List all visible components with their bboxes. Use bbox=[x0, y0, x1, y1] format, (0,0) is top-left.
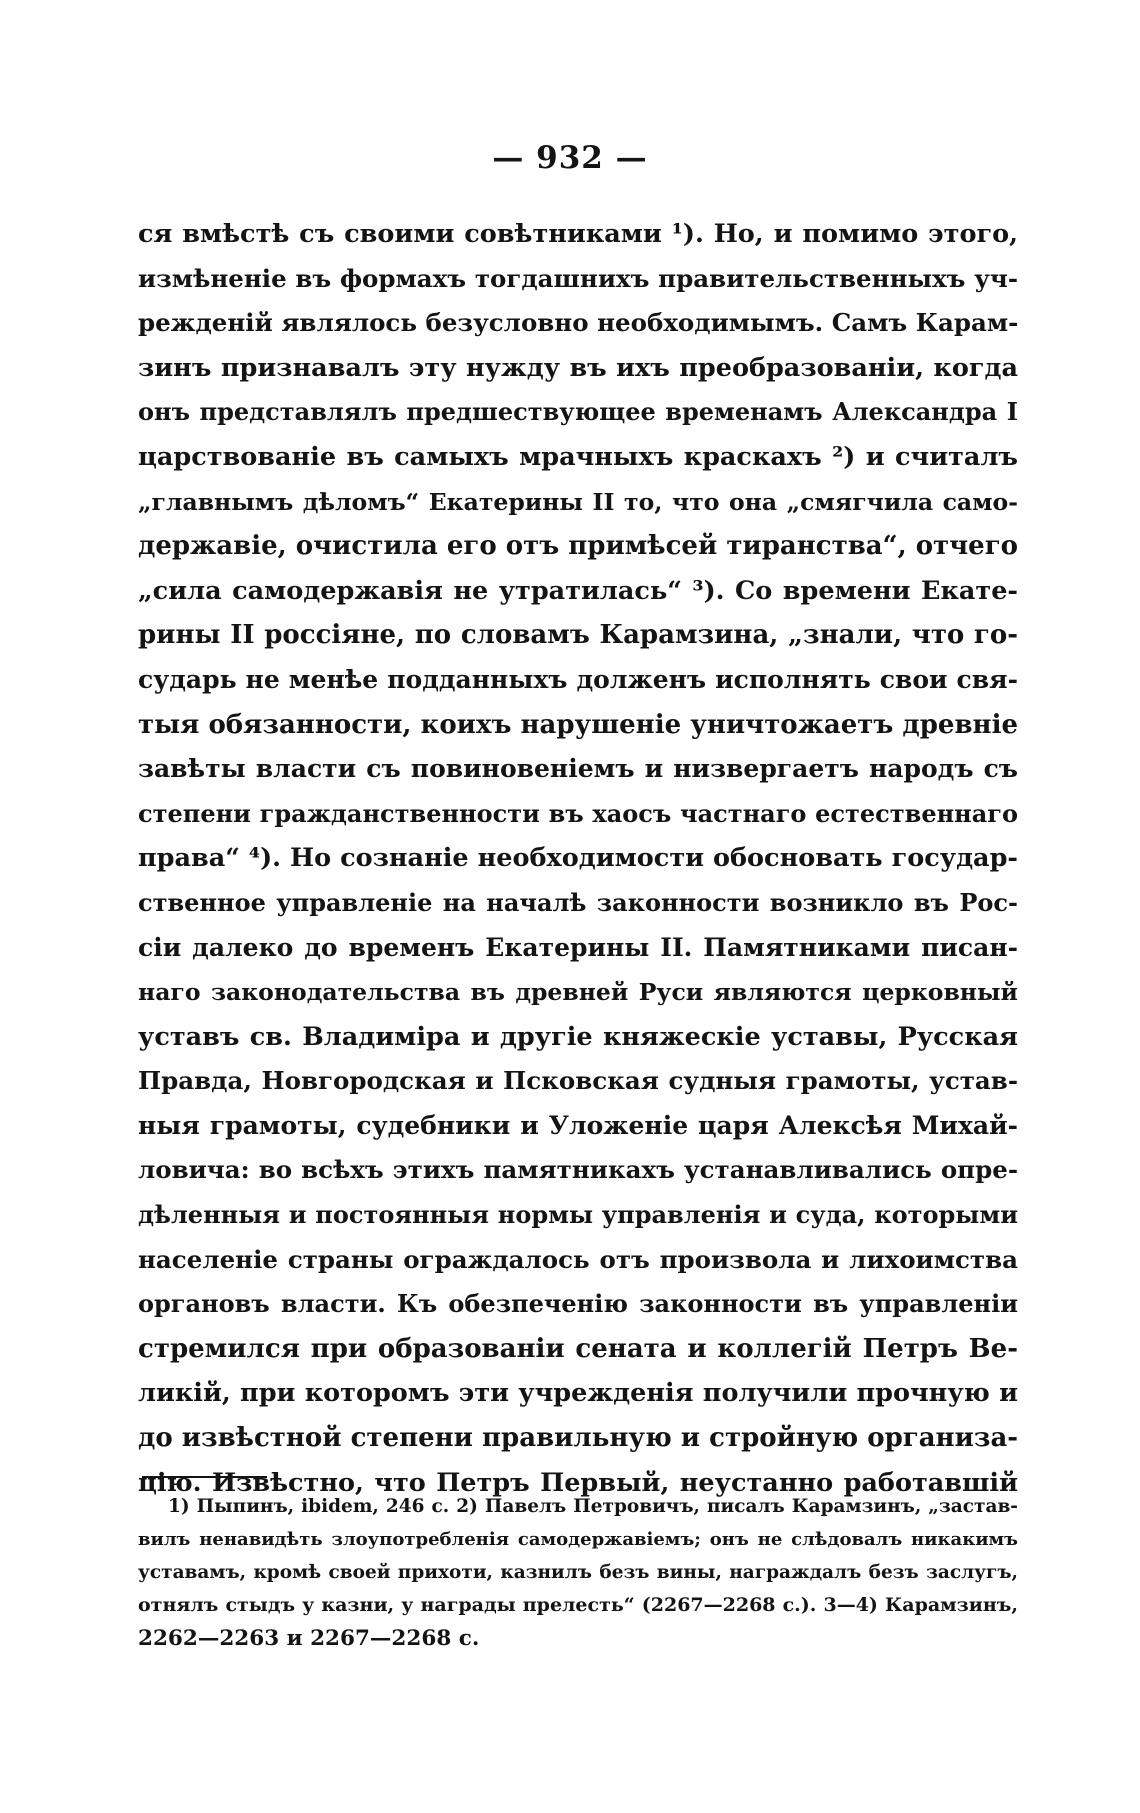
text-line: до извѣстной степени правильную и стройную организа- bbox=[138, 1423, 1018, 1454]
text-line: „сила самодержавія не утратилась“ ³). Со времени Екате- bbox=[138, 575, 1018, 606]
footnote-line: уставамъ, кромѣ своей прихоти, казнилъ безъ вины, награждалъ безъ заслугъ, bbox=[138, 1562, 1018, 1583]
text-line: степени гражданственности въ хаосъ частнаго естественнаго bbox=[138, 798, 1018, 828]
text-line: режденій являлось безусловно необходимымъ. Самъ Карам- bbox=[138, 308, 1018, 338]
text-line: стремился при образованіи сената и коллегій Петръ Ве- bbox=[138, 1333, 1018, 1364]
footnote-line: вилъ ненавидѣть злоупотребленія самодержавіемъ; онъ не слѣдовалъ никакимъ bbox=[138, 1529, 1018, 1550]
text-line: населеніе страны ограждалось отъ произвола и лихоимства bbox=[138, 1244, 1018, 1274]
text-line: органовъ власти. Къ обезпеченію законности въ управленіи bbox=[138, 1289, 1018, 1319]
text-line: царствованіе въ самыхъ мрачныхъ краскахъ ²) и считалъ bbox=[138, 441, 1018, 472]
page-number: — 932 — bbox=[492, 140, 648, 176]
text-line: зинъ признавалъ эту нужду въ ихъ преобразованіи, когда bbox=[138, 352, 1018, 383]
text-line: тыя обязанности, коихъ нарушеніе уничтожаетъ древніе bbox=[138, 709, 1018, 740]
text-line: онъ представлялъ предшествующее временамъ Александра I bbox=[138, 397, 1018, 427]
text-line: ныя грамоты, судебники и Уложеніе царя Алексѣя Михай- bbox=[138, 1110, 1018, 1140]
main-text bbox=[138, 212, 1018, 1505]
text-line: дѣленныя и постоянныя нормы управленія и суда, которыми bbox=[138, 1200, 1018, 1230]
text-line: ловича: во всѣхъ этихъ памятникахъ устанавливались опре- bbox=[138, 1155, 1018, 1185]
text-line: ликій, при которомъ эти учрежденія получили прочную и bbox=[138, 1378, 1018, 1409]
text-line: цію. Извѣстно, что Петръ Первый, неустанно работавшій bbox=[138, 1467, 1018, 1498]
footnote-line: 2262—2263 и 2267—2268 с. bbox=[138, 1626, 480, 1651]
text-line: Правда, Новгородская и Псковская судныя грамоты, устав- bbox=[138, 1066, 1018, 1096]
footnote-line: отнялъ стыдъ у казни, у награды прелесть“ (2267—2268 с.). 3—4) Карамзинъ, bbox=[138, 1594, 1018, 1616]
footnote-divider bbox=[142, 1476, 267, 1478]
text-line: рины II россіяне, по словамъ Карамзина, „знали, что го- bbox=[138, 620, 1018, 651]
text-line: сударь не менѣе подданныхъ долженъ исполнять свои свя- bbox=[138, 664, 1018, 694]
text-line: права“ ⁴). Но сознаніе необходимости обосновать государ- bbox=[138, 843, 1018, 874]
text-line: наго законодательства въ древней Руси являются церковный bbox=[138, 978, 1018, 1007]
text-line: ственное управленіе на началѣ законности возникло въ Рос- bbox=[138, 887, 1018, 917]
text-line: державіе, очистила его отъ примѣсей тиранства“, отчего bbox=[138, 531, 1018, 562]
footnote-line: 1) Пыпинъ, ibidem, 246 с. 2) Павелъ Петровичъ, писалъ Карамзинъ, „застав- bbox=[168, 1496, 1018, 1517]
text-line: измѣненіе въ формахъ тогдашнихъ правительственныхъ уч- bbox=[138, 263, 1018, 293]
text-line: уставъ св. Владиміра и другіе княжескіе уставы, Русская bbox=[138, 1021, 1018, 1052]
footnotes bbox=[138, 1490, 1018, 1655]
text-line: завѣты власти съ повиновеніемъ и низвергаетъ народъ съ bbox=[138, 754, 1018, 784]
text-line: ся вмѣстѣ съ своими совѣтниками ¹). Но, и помимо этого, bbox=[138, 219, 1018, 249]
text-line: „главнымъ дѣломъ“ Екатерины II то, что она „смягчила само- bbox=[138, 487, 1018, 516]
text-line: сіи далеко до временъ Екатерины II. Памятниками писан- bbox=[138, 932, 1018, 962]
